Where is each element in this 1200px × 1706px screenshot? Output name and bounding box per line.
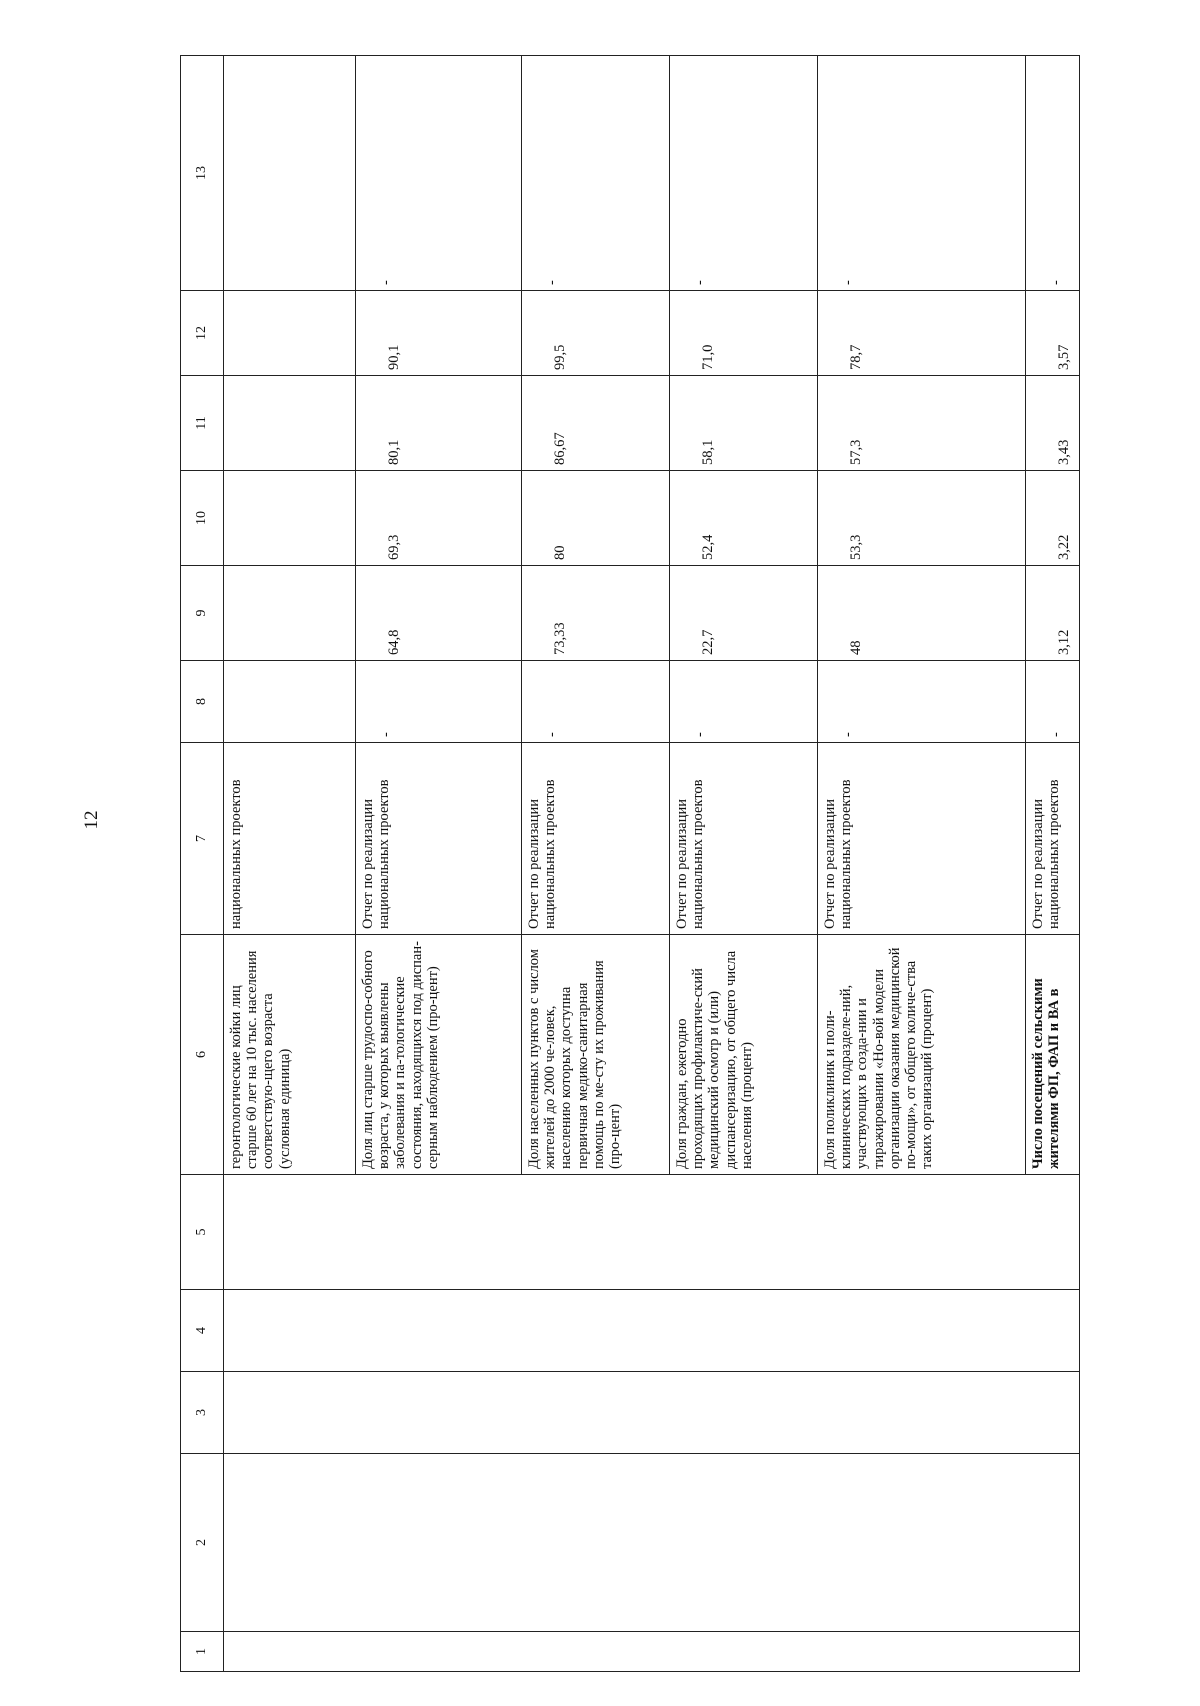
cell-col-9: 22,7 <box>670 566 818 661</box>
source-cell: Отчет по реализации национальных проектов <box>1026 743 1080 935</box>
cell-col-10 <box>224 471 356 566</box>
column-number: 6 <box>181 935 224 1175</box>
cell-col-13: - <box>670 56 818 291</box>
cell-col-10: 69,3 <box>356 471 522 566</box>
cell-col-10: 80 <box>522 471 670 566</box>
source-cell: Отчет по реализации национальных проектов <box>670 743 818 935</box>
column-number: 9 <box>181 566 224 661</box>
cell-col-8: - <box>670 661 818 743</box>
merged-cell-col-2 <box>224 1454 1080 1632</box>
cell-col-8: - <box>1026 661 1080 743</box>
indicator-cell: Доля населенных пунктов с числом жителей до 2000 че-ловек, населению которых доступна первичная медико-санитарная помощь по ме-сту их проживания (про-цент) <box>522 935 670 1175</box>
column-number: 7 <box>181 743 224 935</box>
indicator-cell: Доля поликлиник и поли-клинических подразделе-ний, участвующих в созда-нии и тиражировании «Но-вой модели организации оказания медицинской по-мощи», от общего количе-ства таких организаций (процент) <box>818 935 1026 1175</box>
source-cell: национальных проектов <box>224 743 356 935</box>
column-number: 2 <box>181 1454 224 1632</box>
cell-col-13: - <box>818 56 1026 291</box>
column-number: 5 <box>181 1175 224 1290</box>
cell-col-11: 57,3 <box>818 376 1026 471</box>
cell-col-12: 3,57 <box>1026 291 1080 376</box>
cell-col-12 <box>224 291 356 376</box>
column-number: 1 <box>181 1632 224 1672</box>
cell-col-9: 48 <box>818 566 1026 661</box>
cell-col-12: 99,5 <box>522 291 670 376</box>
indicator-cell: геронтологические койки лиц старше 60 лет на 10 тыс. населения соответствую-щего возраста (условная единица) <box>224 935 356 1175</box>
cell-col-13 <box>224 56 356 291</box>
cell-col-12: 90,1 <box>356 291 522 376</box>
rotated-table-frame <box>180 56 1080 1672</box>
merged-cell-col-4 <box>224 1290 1080 1372</box>
data-table <box>180 55 1080 1672</box>
cell-col-11: 58,1 <box>670 376 818 471</box>
cell-col-13: - <box>1026 56 1080 291</box>
cell-col-13: - <box>522 56 670 291</box>
merged-cell-col-1 <box>224 1632 1080 1672</box>
cell-col-11: 86,67 <box>522 376 670 471</box>
cell-col-8: - <box>356 661 522 743</box>
cell-col-12: 78,7 <box>818 291 1026 376</box>
page-number: 12 <box>81 810 102 830</box>
cell-col-9: 64,8 <box>356 566 522 661</box>
table-body <box>181 56 1080 1672</box>
source-cell: Отчет по реализации национальных проектов <box>356 743 522 935</box>
cell-col-12: 71,0 <box>670 291 818 376</box>
cell-col-11: 3,43 <box>1026 376 1080 471</box>
table-row <box>224 56 356 1672</box>
cell-col-9 <box>224 566 356 661</box>
header-row <box>181 56 224 1672</box>
cell-col-10: 53,3 <box>818 471 1026 566</box>
column-number: 11 <box>181 376 224 471</box>
cell-col-9: 73,33 <box>522 566 670 661</box>
cell-col-9: 3,12 <box>1026 566 1080 661</box>
cell-col-8: - <box>818 661 1026 743</box>
cell-col-13: - <box>356 56 522 291</box>
column-number: 12 <box>181 291 224 376</box>
merged-cell-col-3 <box>224 1372 1080 1454</box>
cell-col-8: - <box>522 661 670 743</box>
column-number: 3 <box>181 1372 224 1454</box>
indicator-cell: Доля граждан, ежегодно проходящих профилактиче-ский медицинский осмотр и (или) диспансеризацию, от общего числа населения (процент) <box>670 935 818 1175</box>
column-number: 13 <box>181 56 224 291</box>
indicator-cell: Доля лиц старше трудоспо-собного возраста, у которых выявлены заболевания и па-тологические состояния, находящихся под диспан-серным наблюдением (про-цент) <box>356 935 522 1175</box>
table-container <box>180 56 1080 1672</box>
cell-col-8 <box>224 661 356 743</box>
source-cell: Отчет по реализации национальных проектов <box>818 743 1026 935</box>
merged-cell-col-5 <box>224 1175 1080 1290</box>
column-number: 8 <box>181 661 224 743</box>
column-number: 10 <box>181 471 224 566</box>
indicator-cell: Число посещений сельскими жителями ФП, ФАП и ВА в <box>1026 935 1080 1175</box>
cell-col-10: 3,22 <box>1026 471 1080 566</box>
column-number: 4 <box>181 1290 224 1372</box>
source-cell: Отчет по реализации национальных проектов <box>522 743 670 935</box>
cell-col-11: 80,1 <box>356 376 522 471</box>
cell-col-10: 52,4 <box>670 471 818 566</box>
cell-col-11 <box>224 376 356 471</box>
